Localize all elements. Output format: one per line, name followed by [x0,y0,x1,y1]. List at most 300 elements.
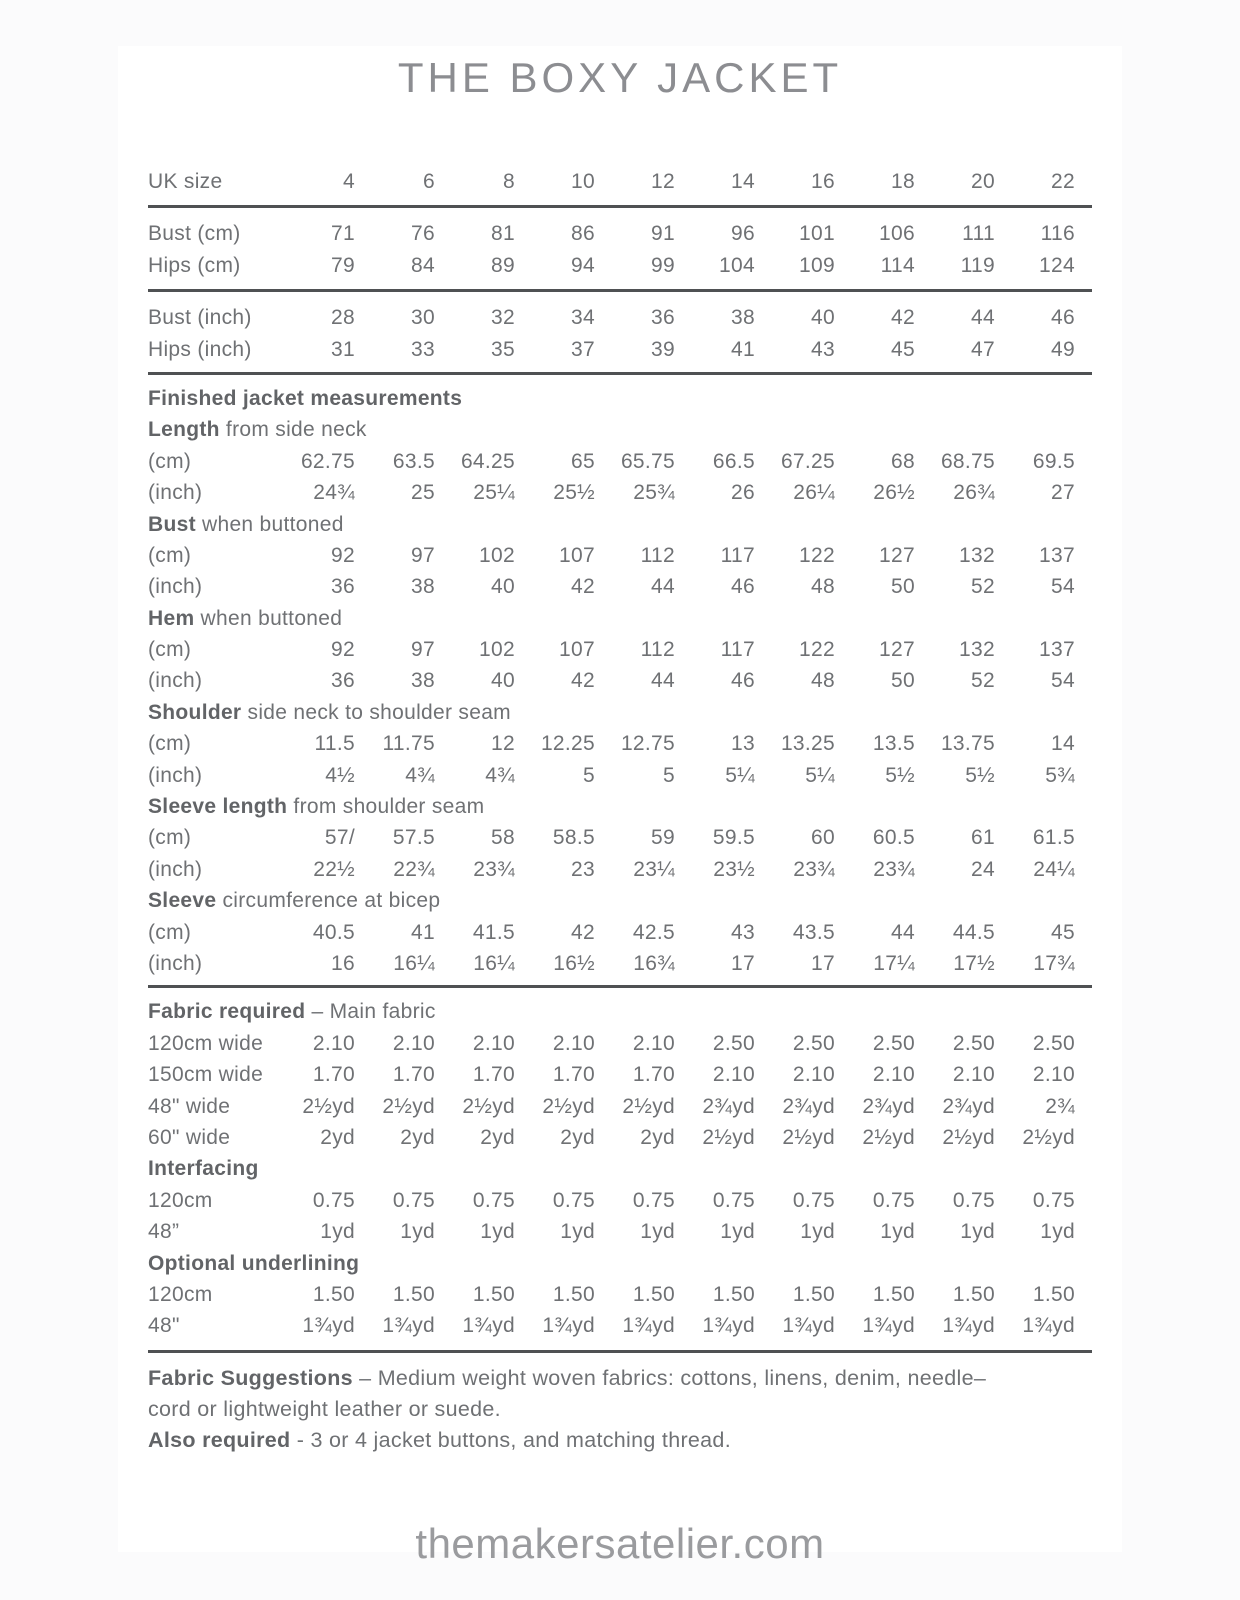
cell-value: 2yd [480,1125,515,1149]
cell-value: 20 [971,170,995,193]
measurement-title [148,509,1092,540]
note [148,1363,1028,1426]
cell-value: 25½ [553,481,595,505]
cell-value: 1.50 [712,1282,755,1306]
cell-value: 17½ [953,951,995,975]
cell-value: 16¾ [633,951,675,975]
cell-value: 106 [879,222,915,246]
cell-value: 14 [1051,732,1075,756]
cell-value: 2½yd [302,1094,355,1118]
cell-value: 43 [811,337,835,361]
document-page [118,46,1122,1567]
row-label: Hips (inch) [148,337,252,361]
cell-value: 1¾yd [942,1314,995,1338]
cell-value: 27 [1051,481,1075,505]
cell-value: 46 [731,669,755,693]
table-row [148,1091,1092,1122]
table-row [148,571,1092,602]
cell-value: 47 [971,337,995,361]
cell-value: 8 [503,170,515,193]
cell-value: 11.75 [382,732,435,756]
cell-value: 0.75 [552,1188,595,1212]
cell-value: 16 [811,170,835,193]
row-label: Hips (cm) [148,253,241,277]
cell-value: 44 [891,920,915,944]
row-label: (cm) [148,638,192,662]
cell-value: 16¼ [393,951,435,975]
cell-value: 34 [571,306,595,330]
cell-value: 2¾yd [782,1094,835,1118]
cell-value: 22¾ [393,857,435,881]
measurement-title [148,697,1092,728]
divider [148,289,1092,292]
cell-value: 71 [331,222,355,246]
row-values [275,166,1092,197]
measurement-rows [148,540,1092,603]
cell-value: 44.5 [952,920,995,944]
footer-url: themakersatelier.com [415,1519,825,1567]
cell-value: 58 [491,826,515,850]
cell-value: 46 [1051,306,1075,330]
cell-value: 2yd [640,1125,675,1149]
table-row [148,334,1092,365]
cell-value: 0.75 [712,1188,755,1212]
row-values [275,1279,1092,1310]
cell-value: 36 [651,306,675,330]
row-values [275,1216,1092,1247]
cell-value: 2¾yd [942,1094,995,1118]
measurement-rows [148,917,1092,980]
row-label: 120cm [148,1282,213,1306]
cell-value: 116 [1040,222,1075,246]
cell-value: 68.75 [940,449,995,473]
row-values [275,1122,1092,1153]
row-label: (inch) [148,575,203,599]
cell-value: 137 [1039,638,1075,662]
cell-value: 44 [651,669,675,693]
row-values [275,302,1092,333]
cell-value: 13.5 [872,732,915,756]
cell-value: 54 [1051,669,1075,693]
cell-value: 1.50 [632,1282,675,1306]
cell-value: 2½yd [1022,1125,1075,1149]
row-label: 48” [148,1220,180,1244]
note-bold: Fabric Suggestions [148,1365,353,1390]
measurement-title-bold: Sleeve length [148,795,288,819]
row-label: 48" [148,1314,180,1338]
cell-value: 63.5 [392,449,435,473]
row-label: (inch) [148,669,203,693]
cell-value: 36 [331,575,355,599]
cell-value: 2yd [400,1125,435,1149]
row-label: 150cm wide [148,1063,264,1087]
cell-value: 0.75 [392,1188,435,1212]
cell-value: 2½yd [382,1094,435,1118]
fabric-title-bold: Optional underlining [148,1251,360,1275]
cell-value: 1.50 [952,1282,995,1306]
cell-value: 17¾ [1033,951,1075,975]
cell-value: 17 [811,951,835,975]
measurement-title-bold: Bust [148,512,196,536]
fabric-rows [148,1279,1092,1342]
cell-value: 23½ [713,857,755,881]
cell-value: 11.5 [314,732,355,756]
row-label: (cm) [148,543,192,567]
row-values [275,917,1092,948]
cell-value: 23¼ [633,857,675,881]
cell-value: 69.5 [1032,449,1075,473]
cell-value: 4¾ [485,763,515,787]
row-values [275,571,1092,602]
cell-value: 107 [559,638,595,662]
cell-value: 12 [651,170,675,193]
cell-value: 1yd [960,1220,995,1244]
cell-value: 42 [571,669,595,693]
cell-value: 1yd [560,1220,595,1244]
cell-value: 2.10 [872,1063,915,1087]
cell-value: 57.5 [392,826,435,850]
cell-value: 41 [731,337,755,361]
cell-value: 2½yd [462,1094,515,1118]
cell-value: 137 [1039,543,1075,567]
cell-value: 57/ [324,826,355,850]
fabric-section-title [148,1153,1092,1184]
cell-value: 5 [663,763,675,787]
fabric-section-title [148,996,1092,1027]
cell-value: 2.50 [712,1031,755,1055]
cell-value: 1¾yd [702,1314,755,1338]
fabric-title-bold: Fabric required [148,1000,306,1024]
cell-value: 13.25 [780,732,835,756]
cell-value: 0.75 [952,1188,995,1212]
cell-value: 1.70 [392,1063,435,1087]
cell-value: 2.50 [952,1031,995,1055]
cell-value: 2.50 [1032,1031,1075,1055]
cell-value: 132 [959,543,995,567]
cell-value: 1¾yd [782,1314,835,1338]
measurement-title-rest: when buttoned [195,512,344,536]
fabric-title-bold: Interfacing [148,1157,259,1181]
cell-value: 114 [880,253,915,277]
cell-value: 14 [731,170,755,193]
cell-value: 94 [571,253,595,277]
measurement-title [148,414,1092,445]
cell-value: 65.75 [620,449,675,473]
cell-value: 16 [331,951,355,975]
table-row [148,917,1092,948]
cell-value: 12.75 [620,732,675,756]
cell-value: 38 [411,575,435,599]
row-values [275,446,1092,477]
cell-value: 2.10 [632,1031,675,1055]
table-row [148,948,1092,979]
cell-value: 97 [411,638,435,662]
cell-value: 76 [411,222,435,246]
cell-value: 23¾ [473,857,515,881]
cell-value: 2¾yd [702,1094,755,1118]
page-content [118,56,1122,1567]
cell-value: 112 [640,543,675,567]
cell-value: 26 [731,481,755,505]
fabric-rows [148,1028,1092,1154]
measurement-rows [148,728,1092,791]
cell-value: 13.75 [940,732,995,756]
cell-value: 2.10 [1032,1063,1075,1087]
cell-value: 45 [1051,920,1075,944]
cell-value: 22 [1051,170,1075,193]
note-rest: - 3 or 4 jacket buttons, and matching thread. [290,1428,731,1453]
cell-value: 0.75 [472,1188,515,1212]
cell-value: 26¾ [953,481,995,505]
fabric-sections [148,996,1092,1341]
cell-value: 119 [960,253,995,277]
row-values [275,948,1092,979]
cell-value: 24 [971,857,995,881]
cell-value: 102 [479,638,515,662]
cell-value: 81 [491,222,515,246]
row-label: 120cm wide [148,1031,264,1055]
cell-value: 12.25 [540,732,595,756]
row-label: (cm) [148,920,192,944]
row-label: 48" wide [148,1094,231,1118]
cell-value: 40.5 [312,920,355,944]
cell-value: 112 [640,638,675,662]
cell-value: 2.10 [312,1031,355,1055]
cell-value: 91 [651,222,675,246]
cell-value: 1¾yd [862,1314,915,1338]
cell-value: 18 [891,170,915,193]
cell-value: 38 [731,306,755,330]
table-row [148,540,1092,571]
note-bold: Also required [148,1428,291,1453]
row-label: Bust (cm) [148,222,241,246]
cell-value: 2.10 [392,1031,435,1055]
cell-value: 4 [343,170,355,193]
cell-value: 104 [719,253,755,277]
cell-value: 1¾yd [382,1314,435,1338]
cell-value: 1.50 [552,1282,595,1306]
finished-measurement-sections [148,414,1092,979]
cell-value: 117 [720,543,755,567]
row-values [275,1185,1092,1216]
cell-value: 0.75 [632,1188,675,1212]
cell-value: 26½ [873,481,915,505]
cell-value: 1¾yd [542,1314,595,1338]
divider [148,985,1092,988]
cell-value: 2½yd [942,1125,995,1149]
cell-value: 62.75 [300,449,355,473]
row-label: (inch) [148,763,203,787]
cell-value: 99 [651,253,675,277]
table-row [148,477,1092,508]
table-row [148,1216,1092,1247]
cell-value: 84 [411,253,435,277]
cell-value: 1.50 [792,1282,835,1306]
cell-value: 43.5 [792,920,835,944]
cell-value: 127 [879,543,915,567]
cell-value: 102 [479,543,515,567]
cell-value: 39 [651,337,675,361]
cell-value: 37 [571,337,595,361]
table-row [148,1310,1092,1341]
cell-value: 46 [731,575,755,599]
cell-value: 2¾yd [862,1094,915,1118]
cell-value: 23 [571,857,595,881]
measurement-rows [148,822,1092,885]
cell-value: 1.50 [872,1282,915,1306]
cell-value: 2½yd [862,1125,915,1149]
cell-value: 1.50 [1032,1282,1075,1306]
cell-value: 4¾ [405,763,435,787]
cell-value: 0.75 [872,1188,915,1212]
measurement-rows [148,634,1092,697]
cell-value: 67.25 [780,449,835,473]
cell-value: 2.10 [712,1063,755,1087]
cell-value: 68 [891,449,915,473]
cell-value: 2.10 [792,1063,835,1087]
cell-value: 61.5 [1032,826,1075,850]
cell-value: 2½yd [702,1125,755,1149]
cell-value: 60 [811,826,835,850]
cell-value: 50 [891,575,915,599]
cell-value: 117 [720,638,755,662]
cell-value: 96 [731,222,755,246]
cell-value: 1yd [1040,1220,1075,1244]
cell-value: 44 [971,306,995,330]
cell-value: 52 [971,575,995,599]
cell-value: 26¼ [793,481,835,505]
cell-value: 42 [891,306,915,330]
measurement-title-bold: Shoulder [148,700,242,724]
row-values [275,760,1092,791]
cell-value: 1.50 [312,1282,355,1306]
cell-value: 13 [731,732,755,756]
table-row [148,218,1092,249]
table-row [148,1279,1092,1310]
cell-value: 1yd [480,1220,515,1244]
row-label: Bust (inch) [148,306,252,330]
cell-value: 2yd [320,1125,355,1149]
cell-value: 42 [571,575,595,599]
cell-value: 25¾ [633,481,675,505]
cell-value: 60.5 [872,826,915,850]
row-label: (cm) [148,732,192,756]
cell-value: 1¾yd [462,1314,515,1338]
table-row [148,728,1092,759]
cell-value: 2.10 [952,1063,995,1087]
cell-value: 2¾ [1045,1094,1075,1118]
row-label: (cm) [148,826,192,850]
measurement-title [148,885,1092,916]
cell-value: 111 [962,222,995,246]
note [148,1425,1028,1456]
measurement-title-bold: Sleeve [148,889,217,913]
table-row [148,1185,1092,1216]
cell-value: 40 [491,669,515,693]
cell-value: 1yd [880,1220,915,1244]
cell-value: 12 [491,732,515,756]
cell-value: 48 [811,575,835,599]
cell-value: 1.70 [552,1063,595,1087]
cell-value: 1yd [720,1220,755,1244]
cell-value: 66.5 [712,449,755,473]
cell-value: 97 [411,543,435,567]
cell-value: 5 [583,763,595,787]
cell-value: 122 [799,638,835,662]
table-row [148,1028,1092,1059]
cell-value: 45 [891,337,915,361]
cell-value: 52 [971,669,995,693]
measurement-title-rest: side neck to shoulder seam [241,700,511,724]
cell-value: 2½yd [622,1094,675,1118]
cell-value: 2.50 [792,1031,835,1055]
cell-value: 59.5 [712,826,755,850]
table-row [148,854,1092,885]
row-values [275,250,1092,281]
row-values [275,334,1092,365]
cell-value: 122 [799,543,835,567]
cell-value: 1.70 [312,1063,355,1087]
cell-value: 1¾yd [622,1314,675,1338]
section-heading [148,383,1092,414]
cell-value: 0.75 [792,1188,835,1212]
cell-value: 43 [731,920,755,944]
divider [148,205,1092,208]
cell-value: 1yd [640,1220,675,1244]
fabric-title-rest: – Main fabric [305,1000,436,1024]
cell-value: 25 [411,481,435,505]
cell-value: 1.50 [472,1282,515,1306]
table-row [148,302,1092,333]
cell-value: 42 [571,920,595,944]
measurement-title-rest: circumference at bicep [216,889,441,913]
measurement-title-bold: Length [148,418,220,442]
cell-value: 23¾ [793,857,835,881]
cell-value: 109 [799,253,835,277]
row-values [275,1028,1092,1059]
row-label: (inch) [148,857,203,881]
measurement-title [148,603,1092,634]
cell-value: 2½yd [542,1094,595,1118]
cell-value: 36 [331,669,355,693]
cell-value: 1yd [320,1220,355,1244]
cell-value: 101 [799,222,835,246]
cell-value: 30 [411,306,435,330]
cell-value: 2.10 [472,1031,515,1055]
note-rest: – Medium weight woven fabrics: cottons, linens, denim, needle–cord or lightweight leather or suede. [148,1365,987,1422]
divider [148,1350,1092,1353]
cell-value: 0.75 [312,1188,355,1212]
measurement-title-rest: from side neck [219,418,367,442]
table-row [148,822,1092,853]
table-row [148,1122,1092,1153]
body-cm-rows [148,218,1092,281]
cell-value: 1.70 [472,1063,515,1087]
cell-value: 16½ [553,951,595,975]
section-heading-text: Finished jacket measurements [148,386,463,410]
cell-value: 23¾ [873,857,915,881]
cell-value: 16¼ [473,951,515,975]
measurement-title-rest: from shoulder seam [287,795,485,819]
table-row [148,250,1092,281]
cell-value: 65 [571,449,595,473]
cell-value: 79 [331,253,355,277]
row-values [275,1310,1092,1341]
fabric-section-title [148,1248,1092,1279]
cell-value: 32 [491,306,515,330]
measurement-title [148,791,1092,822]
row-label: (cm) [148,449,192,473]
